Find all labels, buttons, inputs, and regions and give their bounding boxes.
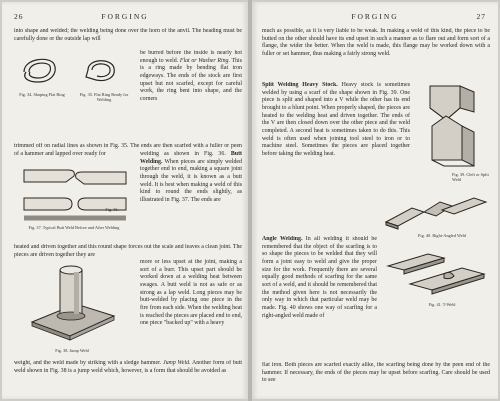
text-run: welding as shown in Fig. 36. [140,151,226,157]
running-head: FORGING [351,12,399,21]
caption-fig36: Fig. 36. [105,207,119,212]
figure-39-split-weld [416,82,492,172]
text-run: Heavy stock is sometimes welded by using a scarf of the shape shown in Fig. 39. One piece is split and shaped into a V while the other has its end brought to a blunt point. When properly shaped, the pieces are heated to the welding heat and driven together. The ends of the V are then closed down over the other piece and the weld completed. A second heat is sometimes taken to do this. This weld is often used when joining tool steel to iron or to machine steel. Sometimes the pieces are placed together before taking the welding heat. [262,82,410,157]
section-heading-butt-welding: Butt Welding. [140,151,242,165]
paragraph: more or less upset at the joint, making a sort of a burr. This upset part should be worked down at a welding heat between swages. A butt weld is not as safe or as strong as a lap weld. Long pieces may be butt-welded by placing one piece in the fire from each side. When the welding heat is reached the pieces are placed end to end, one piece "backed up" with a heavy [140,259,242,327]
figure-40-right-angled-weld [382,194,494,232]
paragraph-butt-welding [140,151,242,243]
paragraph-jump-weld [14,360,242,392]
figure-38-jump-weld [22,264,122,344]
figure-34-35-rings [16,50,134,90]
paragraph: into shape and welded; the welding being done over the horn of the anvil. The heading must be carefully done or the outside lap will [14,28,242,42]
caption-fig35: Fig. 35. Flat Ring Ready for Welding [79,92,129,102]
caption-fig38: Fig. 38. Jump Weld [55,348,89,353]
paragraph-angle-welding [262,236,377,362]
section-heading-jump-weld: Jump Weld. [163,360,191,366]
figure-36-37-butt-weld [16,162,134,224]
right-page [252,2,498,399]
text-run: weight, and the weld made by striking with a sledge hammer. [14,360,162,366]
section-heading-split-welding: Split Welding Heavy Stock. [262,82,338,88]
caption-fig41: Fig. 41. T-Weld [428,302,456,307]
section-heading-angle-welding: Angle Welding. [262,236,303,242]
paragraph: flat iron. Both pieces are scarfed exactly alike, the scarfing being done by the peen end of the hammer. If necessary, the ends of the pieces may be upset before scarfing. Care should be used to see [262,362,490,384]
page-number: 27 [476,12,486,21]
figure-41-t-weld [384,248,494,300]
text-run: be burred before the inside is nearly hot enough to weld. [140,50,242,64]
caption-fig34: Fig. 34. Shaping Flat Ring [19,92,65,97]
section-heading-flat-ring: Flat or Washer Ring. [179,57,230,64]
page-number: 26 [14,12,24,21]
right-page-header [252,12,498,22]
caption-fig39: Fig. 39. Cleft or Split Weld [452,172,489,182]
paragraph: trimmed off on radial lines as shown in Fig. 35. The ends are then scarfed with a fuller or peen of a hammer and lapped over ready for [14,143,242,157]
caption-fig37: Fig. 37. Typical Butt Weld Before and After Welding [28,225,120,230]
running-head: FORGING [101,12,149,21]
text-run: Another form of butt weld shown in Fig. 38 is a jump weld which, however, is a form that should be avoided as [14,360,242,374]
text-run: This is a ring made by bending flat iron edgeways. The ends of the stock are first upset but not scarfed, except for careful work, the ring bent into shape, and the corners [140,57,242,102]
text-run: When pieces are simply welded together end to end, making a square joint through the weld, it is known as a butt weld. It is best when making a weld of this kind to round the ends slightly, as illustrated in Fig. 37. The ends are [140,158,242,203]
left-page-header [2,12,248,22]
paragraph: much as possible, as it is very liable to be weak. In making a weld of this kind, the piece to be butted on the other should have its end upset in such a manner as to flare out and form sort of a flange, the wider the better. When the weld is made, this flange may be worked down with a fuller or set hammer, thus making a fairly strong weld. [262,28,490,57]
left-page [2,2,248,399]
text-run: In all welding it should be remembered that the object of the scarfing is to so shape the pieces to be welded that they will form a joint easy to weld and give the proper size for the work. Frequently there are several equally good methods of scarfing for the same sort of a weld, and it should be remembered that the method given here is not necessarily the only way in which that particular weld may be made. Fig. 40 shows one way of scarfing for a right-angled weld made of [262,236,377,319]
paragraph-flat-ring [140,50,242,142]
caption-fig40: Fig. 40. Right-Angled Weld [418,233,466,238]
paragraph: heated and driven together and this round shape forces out the scale and leaves a clean joint. The pieces are driven together they are [14,244,242,258]
